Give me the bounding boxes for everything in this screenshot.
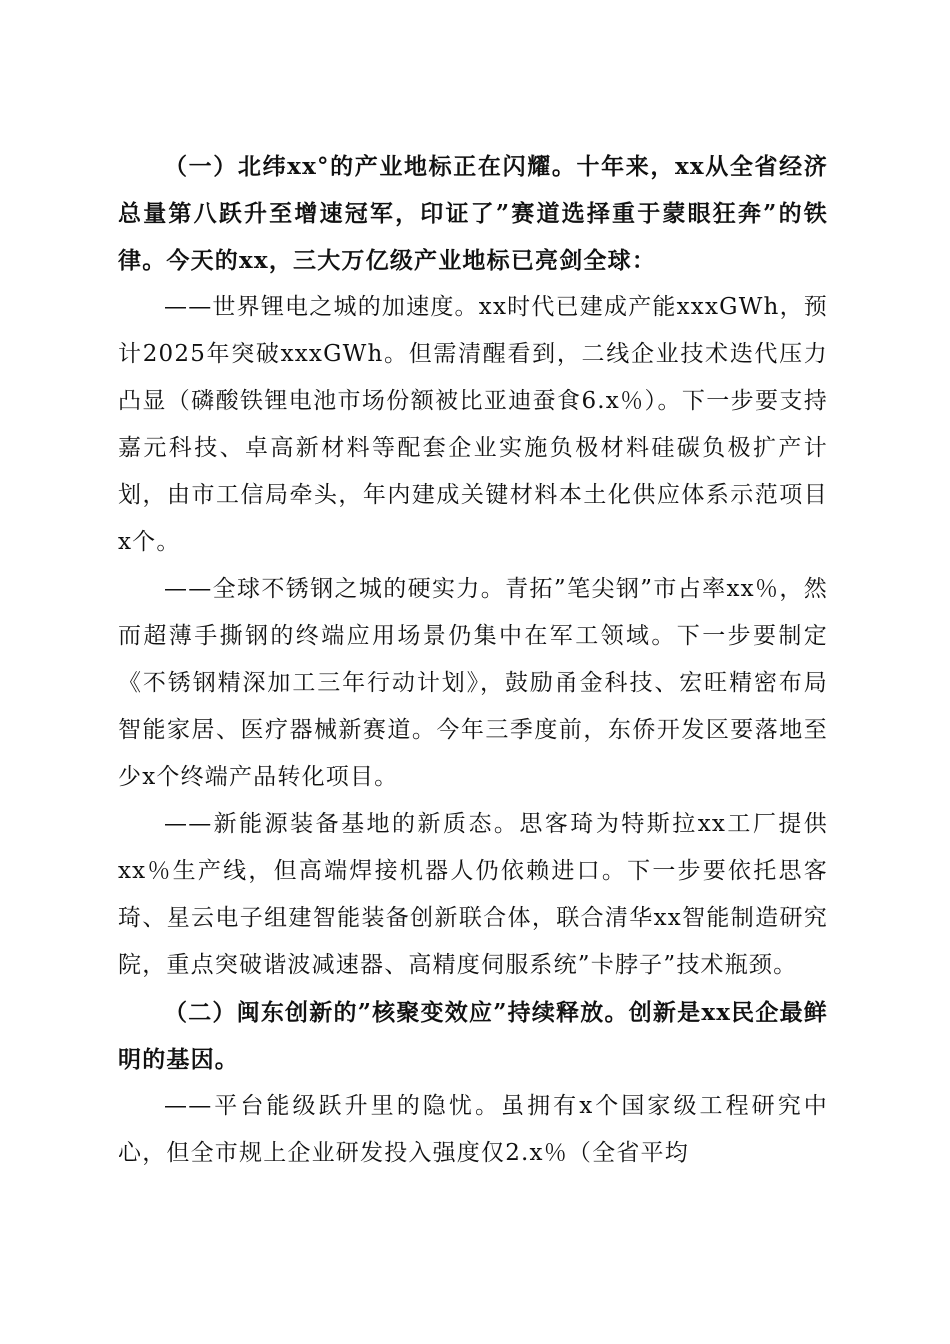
paragraph-stainless-steel: ——全球不锈钢之城的硬实力。青拓”笔尖钢”市占率xx％，然而超薄手撕钢的终端应用场景仍集中在军工领域。下一步要制定《不锈钢精深加工三年行动计划》，鼓励甬金科技、宏旺精密布局智能家居、医疗器械新赛道。今年三季度前，东侨开发区要落地至少x个终端产品转化项目。	[118, 576, 828, 790]
paragraph-platform: ——平台能级跃升里的隐忧。虽拥有x个国家级工程研究中心，但全市规上企业研发投入强度仅2.x％（全省平均	[118, 1093, 828, 1166]
paragraph-lithium: ——世界锂电之城的加速度。xx时代已建成产能xxxGWh，预计2025年突破xxxGWh。但需清醒看到，二线企业技术迭代压力凸显（磷酸铁锂电池市场份额被比亚迪蚕食6.x％）。下一步要支持嘉元科技、卓高新材料等配套企业实施负极材料硅碳负极扩产计划，由市工信局牵头，年内建成关键材料本土化供应体系示范项目x个。	[118, 294, 828, 555]
section-heading-2: （二）闽东创新的”核聚变效应”持续释放。创新是xx民企最鲜明的基因。	[118, 999, 828, 1073]
document-body	[118, 143, 828, 1177]
paragraph-new-energy-equipment: ——新能源装备基地的新质态。思客琦为特斯拉xx工厂提供xx％生产线，但高端焊接机器人仍依赖进口。下一步要依托思客琦、星云电子组建智能装备创新联合体，联合清华xx智能制造研究院，重点突破谐波减速器、高精度伺服系统”卡脖子”技术瓶颈。	[118, 811, 828, 978]
section-heading-1: （一）北纬xx°的产业地标正在闪耀。十年来，xx从全省经济总量第八跃升至增速冠军，印证了”赛道选择重于蒙眼狂奔”的铁律。今天的xx，三大万亿级产业地标已亮剑全球：	[118, 153, 828, 274]
